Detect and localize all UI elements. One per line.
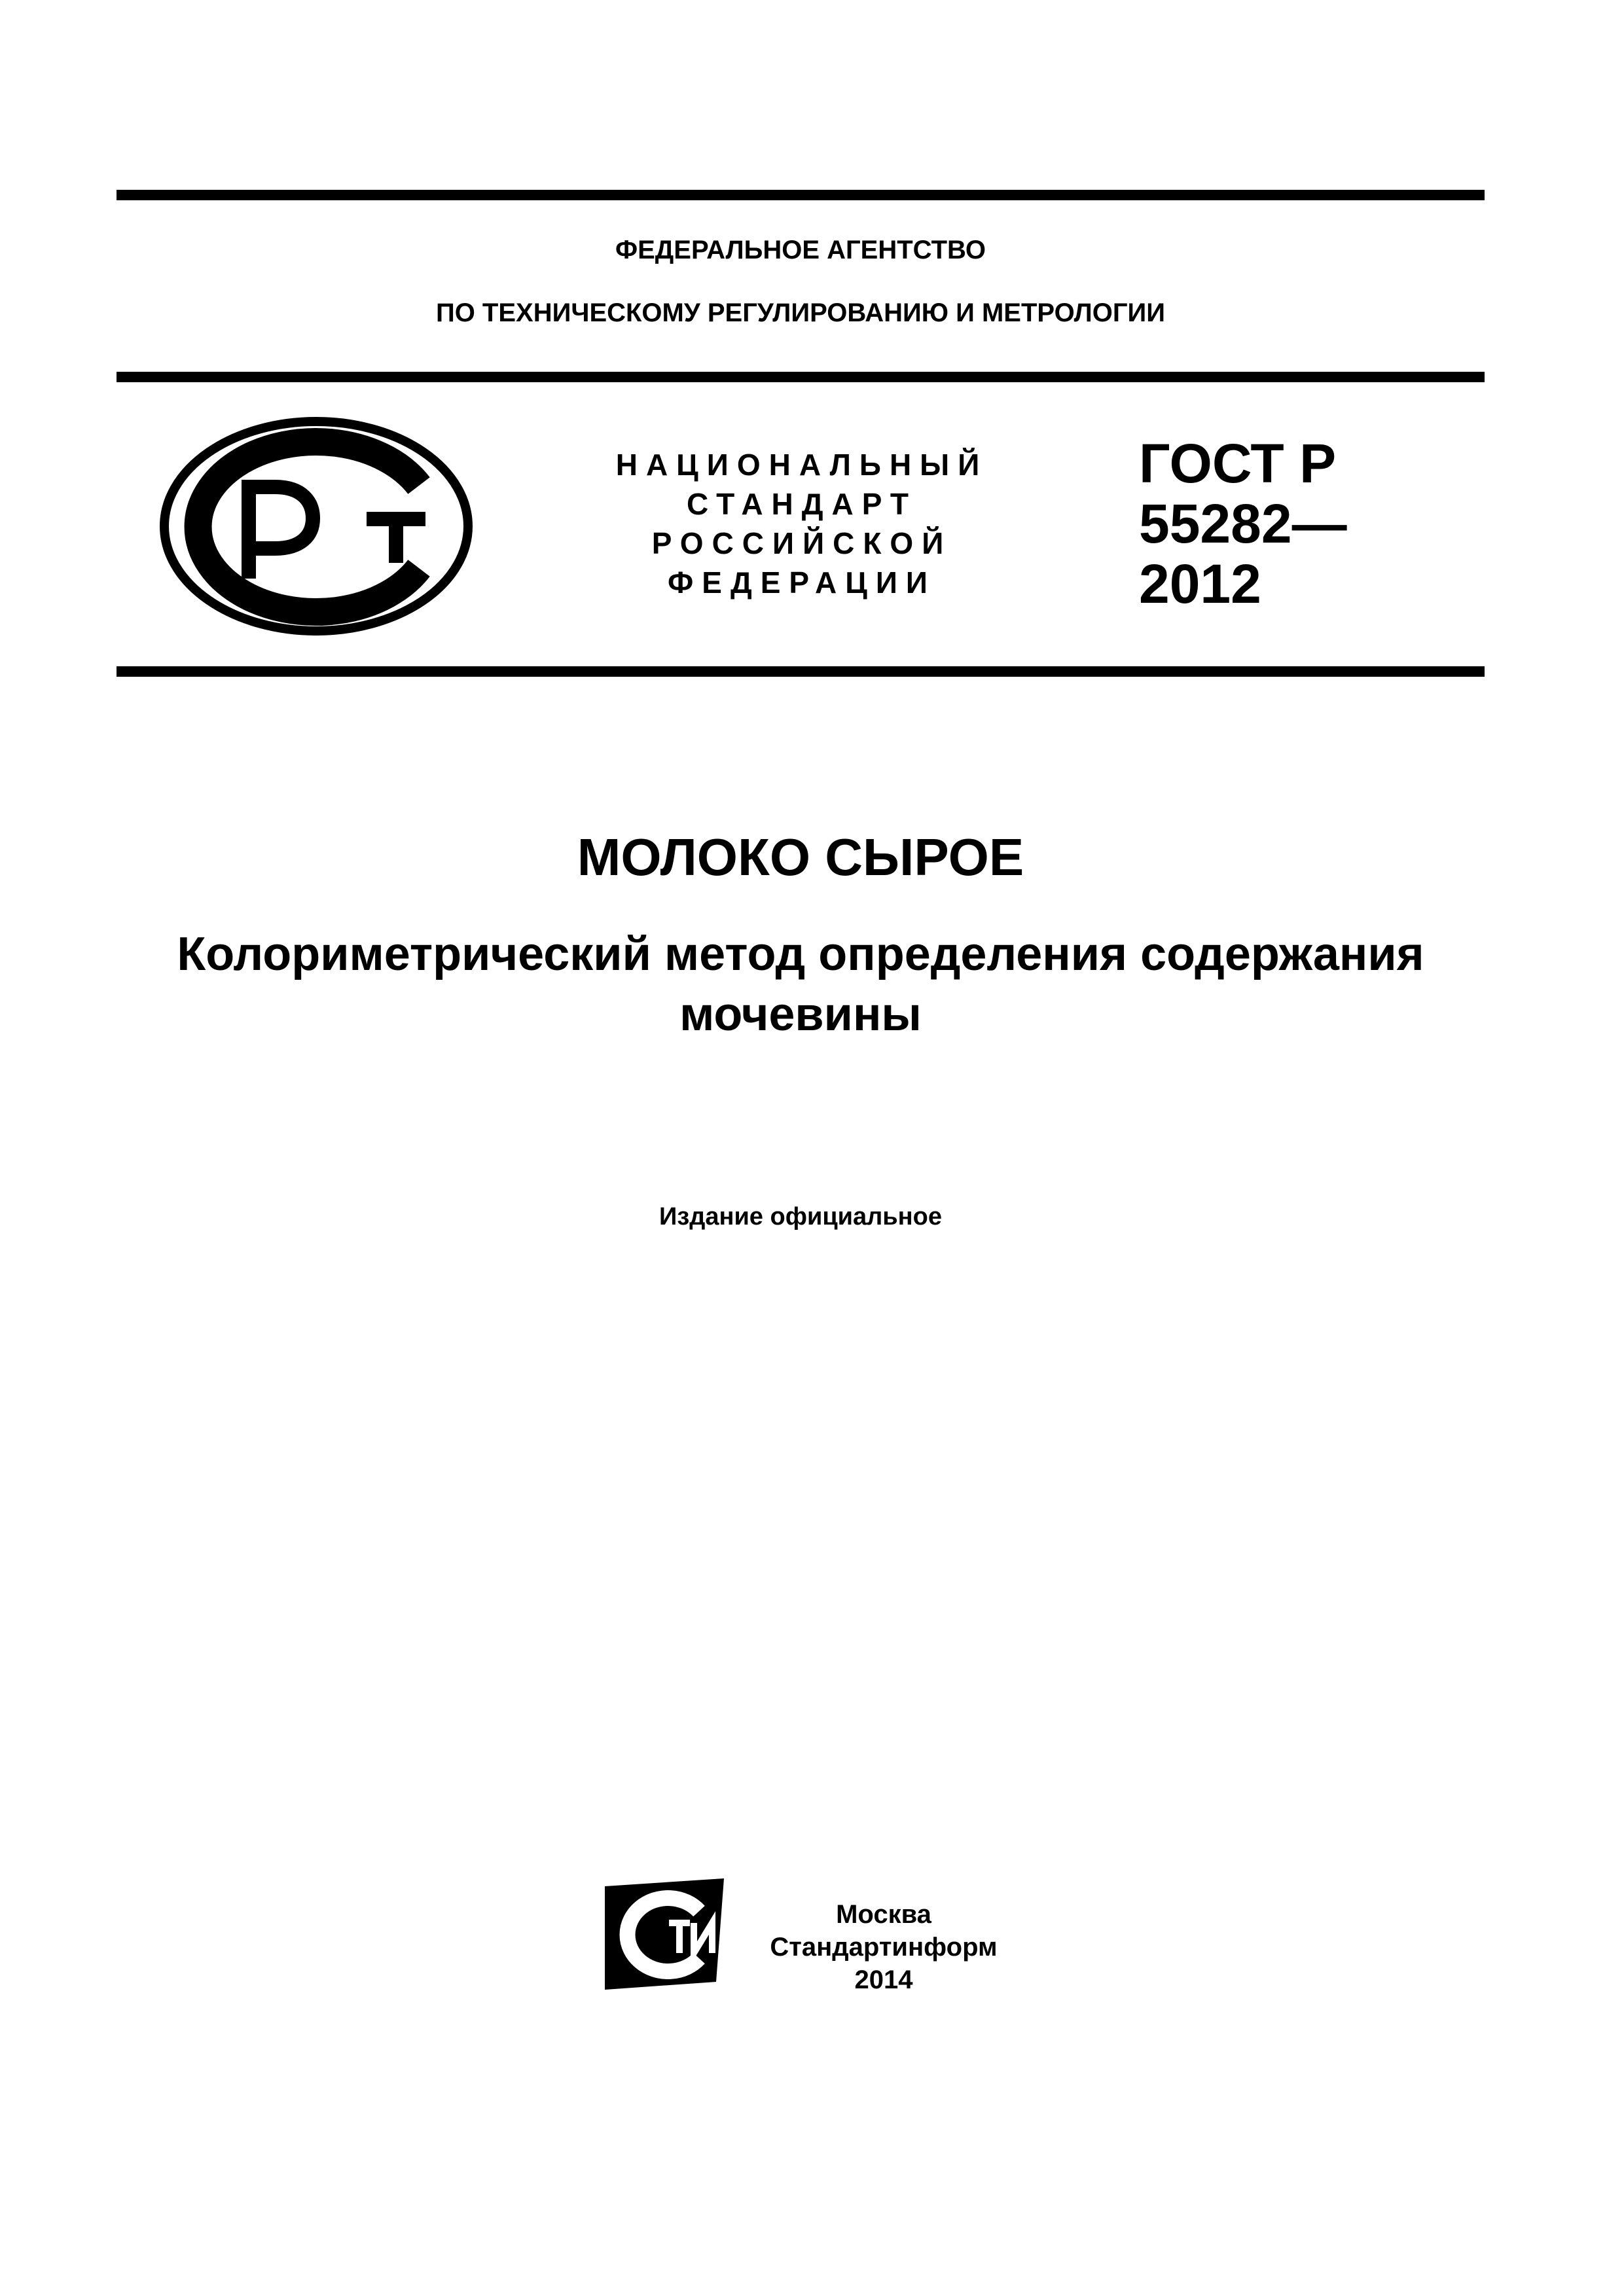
bottom-rule xyxy=(117,666,1485,677)
subtitle-line: мочевины xyxy=(679,988,922,1041)
designation-line: 55282— xyxy=(1139,493,1347,554)
national-line: СТАНДАРТ xyxy=(687,487,917,521)
agency-name-line-1: ФЕДЕРАЛЬНОЕ АГЕНТСТВО xyxy=(615,236,986,264)
subtitle-line: Колориметрический метод определения содержания xyxy=(177,928,1424,980)
designation-line: 2012 xyxy=(1139,553,1261,615)
imprint xyxy=(753,1898,1015,1996)
top-rule xyxy=(117,190,1485,200)
national-line: НАЦИОНАЛЬНЫЙ xyxy=(615,448,988,482)
standard-designation xyxy=(1139,433,1347,614)
agency-name-line-2: ПО ТЕХНИЧЕСКОМУ РЕГУЛИРОВАНИЮ И МЕТРОЛОГИИ xyxy=(435,298,1166,327)
document-title: МОЛОКО СЫРОЕ xyxy=(577,828,1024,886)
publisher-name: Стандартинформ xyxy=(770,1933,998,1962)
standartinform-emblem-icon xyxy=(601,1877,729,1992)
document-subtitle xyxy=(117,924,1485,1045)
national-standard-label xyxy=(576,445,1028,602)
edition-label: Издание официальное xyxy=(659,1203,942,1230)
publication-year: 2014 xyxy=(854,1965,913,1994)
national-line: ФЕДЕРАЦИИ xyxy=(668,565,936,600)
gost-r-emblem-icon xyxy=(157,414,475,639)
designation-line: ГОСТ Р xyxy=(1139,433,1337,494)
middle-rule xyxy=(117,372,1485,382)
national-line: РОССИЙСКОЙ xyxy=(651,526,952,560)
publication-city: Москва xyxy=(836,1900,931,1929)
